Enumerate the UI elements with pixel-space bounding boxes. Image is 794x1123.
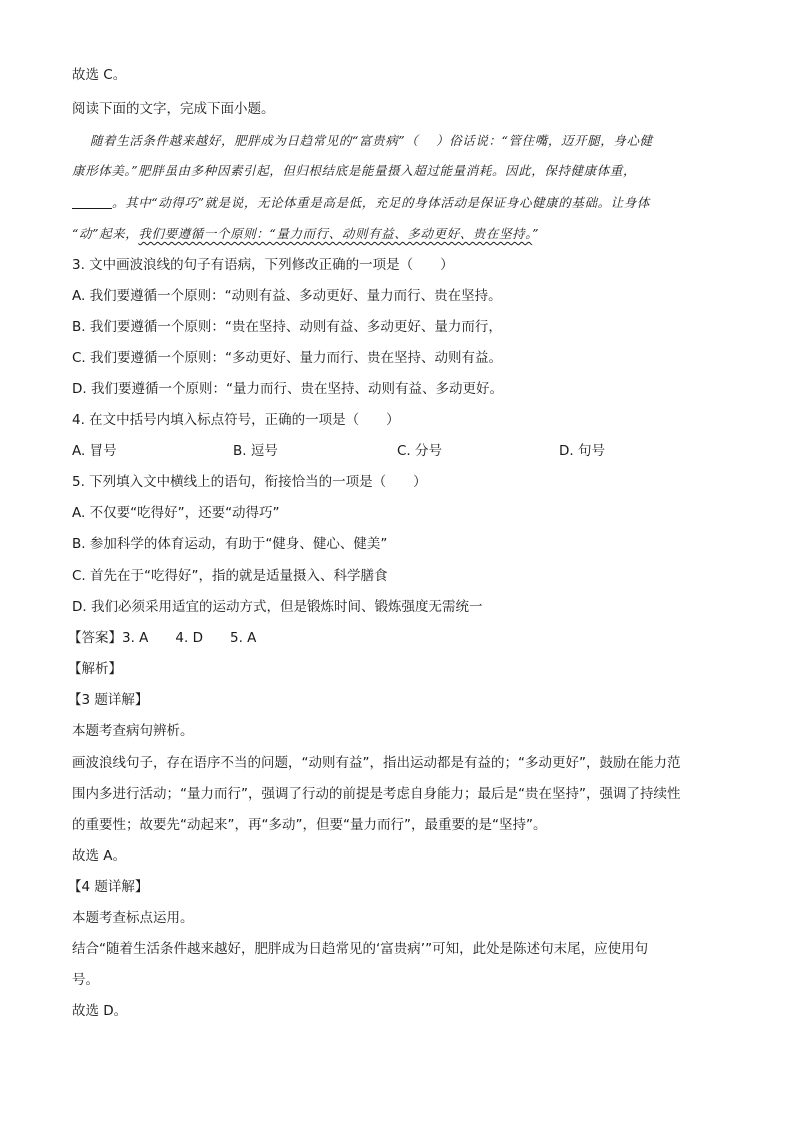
question-4-option-b: B. 逗号 [233,443,278,459]
detail-4-line-1: 本题考查标点运用。 [72,910,194,926]
passage-line-3-text: 。其中“动得巧”就是说，无论体重是高是低，充足的身体活动是保证身心健康的基础。让身体 [112,195,650,210]
question-3: 3. 文中画波浪线的句子有语病，下列修改正确的一项是（ ） [72,257,454,273]
question-4-option-a: A. 冒号 [72,443,117,459]
passage-line-4 [72,225,539,243]
passage-line-3 [72,194,650,212]
question-5-option-b: B. 参加科学的体育运动，有助于“健身、健心、健美” [72,536,388,552]
question-5-option-c: C. 首先在于“吃得好”，指的就是适量摄入、科学膳食 [72,568,388,584]
detail-3-line-3: 围内多进行活动；“量力而行”，强调了行动的前提是考虑自身能力；最后是“贵在坚持”，强调了持续性 [72,786,681,802]
fill-blank [72,196,112,209]
question-3-option-b: B. 我们要遵循一个原则：“贵在坚持、动则有益、多动更好、量力而行， [72,319,502,335]
detail-3-heading: 【3 题详解】 [68,692,149,708]
question-3-option-c: C. 我们要遵循一个原则：“多动更好、量力而行、贵在坚持、动则有益。 [72,350,503,366]
passage-line-1: 随着生活条件越来越好，肥胖成为日趋常见的“富贵病”（ ）俗话说：“管住嘴，迈开腿，身心健 [90,133,653,148]
passage-line-2: 康形体美。”肥胖虽由多种因素引起，但归根结底是能量摄入超过能量消耗。因此，保持健康体重， [72,163,637,178]
reading-instruction: 阅读下面的文字，完成下面小题。 [72,101,275,117]
detail-3-line-1: 本题考查病句辨析。 [72,723,194,739]
question-5-option-d: D. 我们必须采用适宜的运动方式，但是锻炼时间、锻炼强度无需统一 [72,599,483,615]
detail-4-line-2: 结合“随着生活条件越来越好，肥胖成为日趋常见的‘富贵病’”可知，此处是陈述句末尾，应使用句 [72,941,649,957]
detail-3-line-4: 的重要性；故要先“动起来”，再“多动”，但要“量力而行”，最重要的是“坚持”。 [72,817,547,833]
question-5-option-a: A. 不仅要“吃得好”，还要“动得巧” [72,505,280,521]
question-3-option-d: D. 我们要遵循一个原则：“量力而行、贵在坚持、动则有益、多动更好。 [72,381,503,397]
question-4-option-d: D. 句号 [559,443,605,459]
answer-values: 3. A 4. D 5. A [122,630,257,646]
analysis-label: 【解析】 [68,661,122,677]
detail-4-line-3: 号。 [72,972,99,988]
question-4: 4. 在文中括号内填入标点符号，正确的一项是（ ） [72,412,400,428]
detail-4-heading: 【4 题详解】 [68,879,149,895]
question-4-option-c: C. 分号 [397,443,443,459]
answer-line [68,629,256,647]
text-line: 故选 C。 [72,67,127,83]
passage-line-4-end: ” [532,226,540,241]
passage-line-4-lead: “动”起来， [72,226,139,241]
detail-4-line-4: 故选 D。 [72,1003,128,1019]
wavy-underlined-sentence: 我们要遵循一个原则：“量力而行、动则有益、多动更好、贵在坚持。 [138,226,533,241]
question-5: 5. 下列填入文中横线上的语句，衔接恰当的一项是（ ） [72,474,427,490]
question-3-option-a: A. 我们要遵循一个原则：“动则有益、多动更好、量力而行、贵在坚持。 [72,288,502,304]
detail-3-line-2: 画波浪线句子，存在语序不当的问题，“动则有益”，指出运动都是有益的；“多动更好”，鼓励在能力范 [72,755,681,771]
answer-label: 【答案】 [68,630,122,646]
detail-3-line-5: 故选 A。 [72,848,127,864]
